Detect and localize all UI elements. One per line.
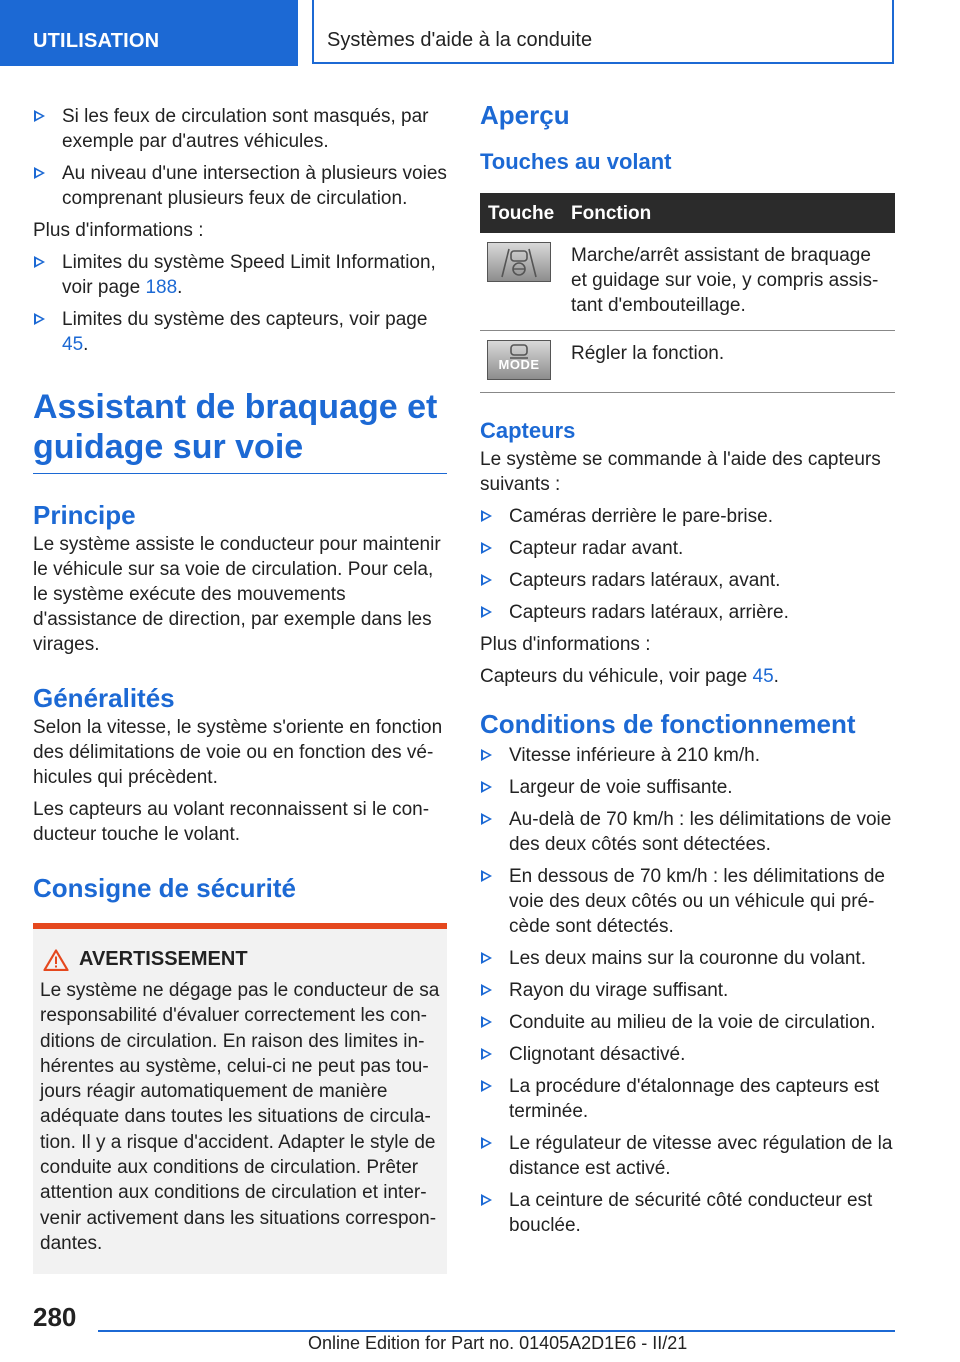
bullet-triangle-icon — [481, 1080, 492, 1092]
page-number: 280 — [33, 1302, 77, 1332]
bullet-triangle-icon — [481, 574, 492, 586]
page-link[interactable]: 45 — [62, 334, 84, 355]
column-header-function: Fonction — [563, 193, 895, 233]
lane-assist-icon — [487, 242, 551, 282]
capteurs-reference: Capteurs du véhicule, voir page 45. — [480, 666, 779, 687]
securite-heading: Consigne de sécurité — [33, 873, 296, 903]
mode-key-label: MODE — [498, 357, 540, 372]
left-column — [33, 100, 447, 1274]
list-item: Capteur radar avant. — [480, 536, 895, 561]
bullet-triangle-icon — [481, 542, 492, 554]
key-cell — [480, 233, 563, 331]
list-item: Caméras derrière le pare-brise. — [480, 504, 895, 529]
bullet-triangle-icon — [481, 1016, 492, 1028]
bullet-triangle-icon — [481, 984, 492, 996]
page-header — [0, 0, 960, 66]
page-link[interactable]: 188 — [145, 277, 178, 298]
bullet-triangle-icon — [481, 510, 492, 522]
bullet-triangle-icon — [481, 952, 492, 964]
warning-box — [33, 923, 447, 1274]
footer-divider — [98, 1330, 895, 1332]
apercu-heading: Aperçu — [480, 100, 570, 130]
warning-title: AVERTISSEMENT — [40, 947, 440, 972]
generalites-text: Selon la vitesse, le système s'oriente en fonction des délimitations de voie ou en fonction des véhicules qui précèdent. — [33, 717, 443, 788]
column-header-key: Touche — [480, 193, 563, 233]
bullet-triangle-icon — [481, 1137, 492, 1149]
more-info-label: Plus d'informations : — [33, 220, 204, 241]
more-info-label: Plus d'informations : — [480, 634, 651, 655]
list-item: Capteurs radars latéraux, avant. — [480, 568, 895, 593]
mode-button-icon — [487, 340, 551, 380]
function-cell: Régler la fonction. — [563, 331, 895, 393]
generalites-heading: Généralités — [33, 683, 175, 713]
list-item: Largeur de voie suffisante. — [480, 775, 895, 800]
section-tab — [0, 0, 298, 66]
list-item: Si les feux de circulation sont masqués, par exemple par d'autres véhicules. — [33, 104, 447, 154]
table-header-row — [480, 193, 895, 233]
right-column — [480, 100, 895, 1245]
list-item: Conduite au milieu de la voie de circulation. — [480, 1010, 895, 1035]
bullet-triangle-icon — [481, 1194, 492, 1206]
list-item: Le régulateur de vitesse avec régulation de la distance est activé. — [480, 1131, 895, 1181]
bullet-triangle-icon — [481, 813, 492, 825]
bullet-triangle-icon — [481, 870, 492, 882]
chapter-title: Systèmes d'aide à la conduite — [327, 29, 593, 51]
warning-triangle-icon — [43, 949, 69, 971]
bullet-triangle-icon — [481, 749, 492, 761]
generalites-text-2: Les capteurs au volant reconnaissent si le conducteur touche le volant. — [33, 799, 430, 845]
list-item: Les deux mains sur la couronne du volant. — [480, 946, 895, 971]
page-link[interactable]: 45 — [752, 666, 774, 687]
bullet-triangle-icon — [481, 1048, 492, 1060]
list-item: Vitesse inférieure à 210 km/h. — [480, 743, 895, 768]
list-item: En dessous de 70 km/h : les délimitations de voie des deux côtés ou un véhicule qui précède sont détectés. — [480, 864, 895, 939]
table-row — [480, 331, 895, 393]
chapter-tab — [312, 0, 894, 64]
list-item: La ceinture de sécurité côté conducteur est bouclée. — [480, 1188, 895, 1238]
conditions-heading: Conditions de fonctionnement — [480, 709, 856, 739]
key-cell — [480, 331, 563, 393]
conditions-list — [480, 743, 895, 1238]
capteurs-heading: Capteurs — [480, 418, 576, 443]
keys-table — [480, 193, 895, 393]
chapter-heading: Assistant de braquage et guidage sur voie — [33, 387, 447, 474]
bullet-triangle-icon — [34, 313, 45, 325]
list-item: La procédure d'étalonnage des capteurs est terminée. — [480, 1074, 895, 1124]
bullet-triangle-icon — [481, 606, 492, 618]
section-title: UTILISATION — [33, 30, 160, 52]
edition-text: Online Edition for Part no. 01405A2D1E6 - II/21 — [308, 1333, 688, 1353]
list-item: Capteurs radars latéraux, arrière. — [480, 600, 895, 625]
bullet-triangle-icon — [34, 110, 45, 122]
list-item: Limites du système Speed Limit Information, voir page 188. — [33, 250, 447, 300]
principe-heading: Principe — [33, 500, 136, 530]
list-item: Au niveau d'une intersection à plusieurs voies comprenant plusieurs feux de circulation. — [33, 161, 447, 211]
list-item: Au-delà de 70 km/h : les délimitations de voie des deux côtés sont détectées. — [480, 807, 895, 857]
list-item: Rayon du virage suffisant. — [480, 978, 895, 1003]
list-item: Limites du système des capteurs, voir page 45. — [33, 307, 447, 357]
list-item: Clignotant désactivé. — [480, 1042, 895, 1067]
touches-heading: Touches au volant — [480, 149, 672, 174]
warning-text: Le système ne dégage pas le conducteur de sa responsabilité d'évaluer correctement les conditions de circulation. En raison des limites inhérentes au système, celui-ci ne peut pas toujours réagir automatiquement de manière adéquate dans toutes les situations de circulation. Il y a risque d'accident. Adapter le style de conduite aux conditions de circulation. Prêter attention aux conditions de circulation et intervenir activement dans les situations correspondantes. — [40, 980, 440, 1254]
bullet-triangle-icon — [34, 167, 45, 179]
bullet-triangle-icon — [481, 781, 492, 793]
bullet-triangle-icon — [34, 256, 45, 268]
function-cell: Marche/arrêt assistant de braquage et guidage sur voie, y compris assistant d'embouteillage. — [563, 233, 895, 331]
table-row — [480, 233, 895, 331]
principe-text: Le système assiste le conducteur pour maintenir le véhicule sur sa voie de circulation. Pour cela, le système exécute des mouvements d'assistance de direction, par exemple dans les virages. — [33, 534, 441, 655]
capteurs-intro: Le système se commande à l'aide des capteurs suivants : — [480, 449, 881, 495]
